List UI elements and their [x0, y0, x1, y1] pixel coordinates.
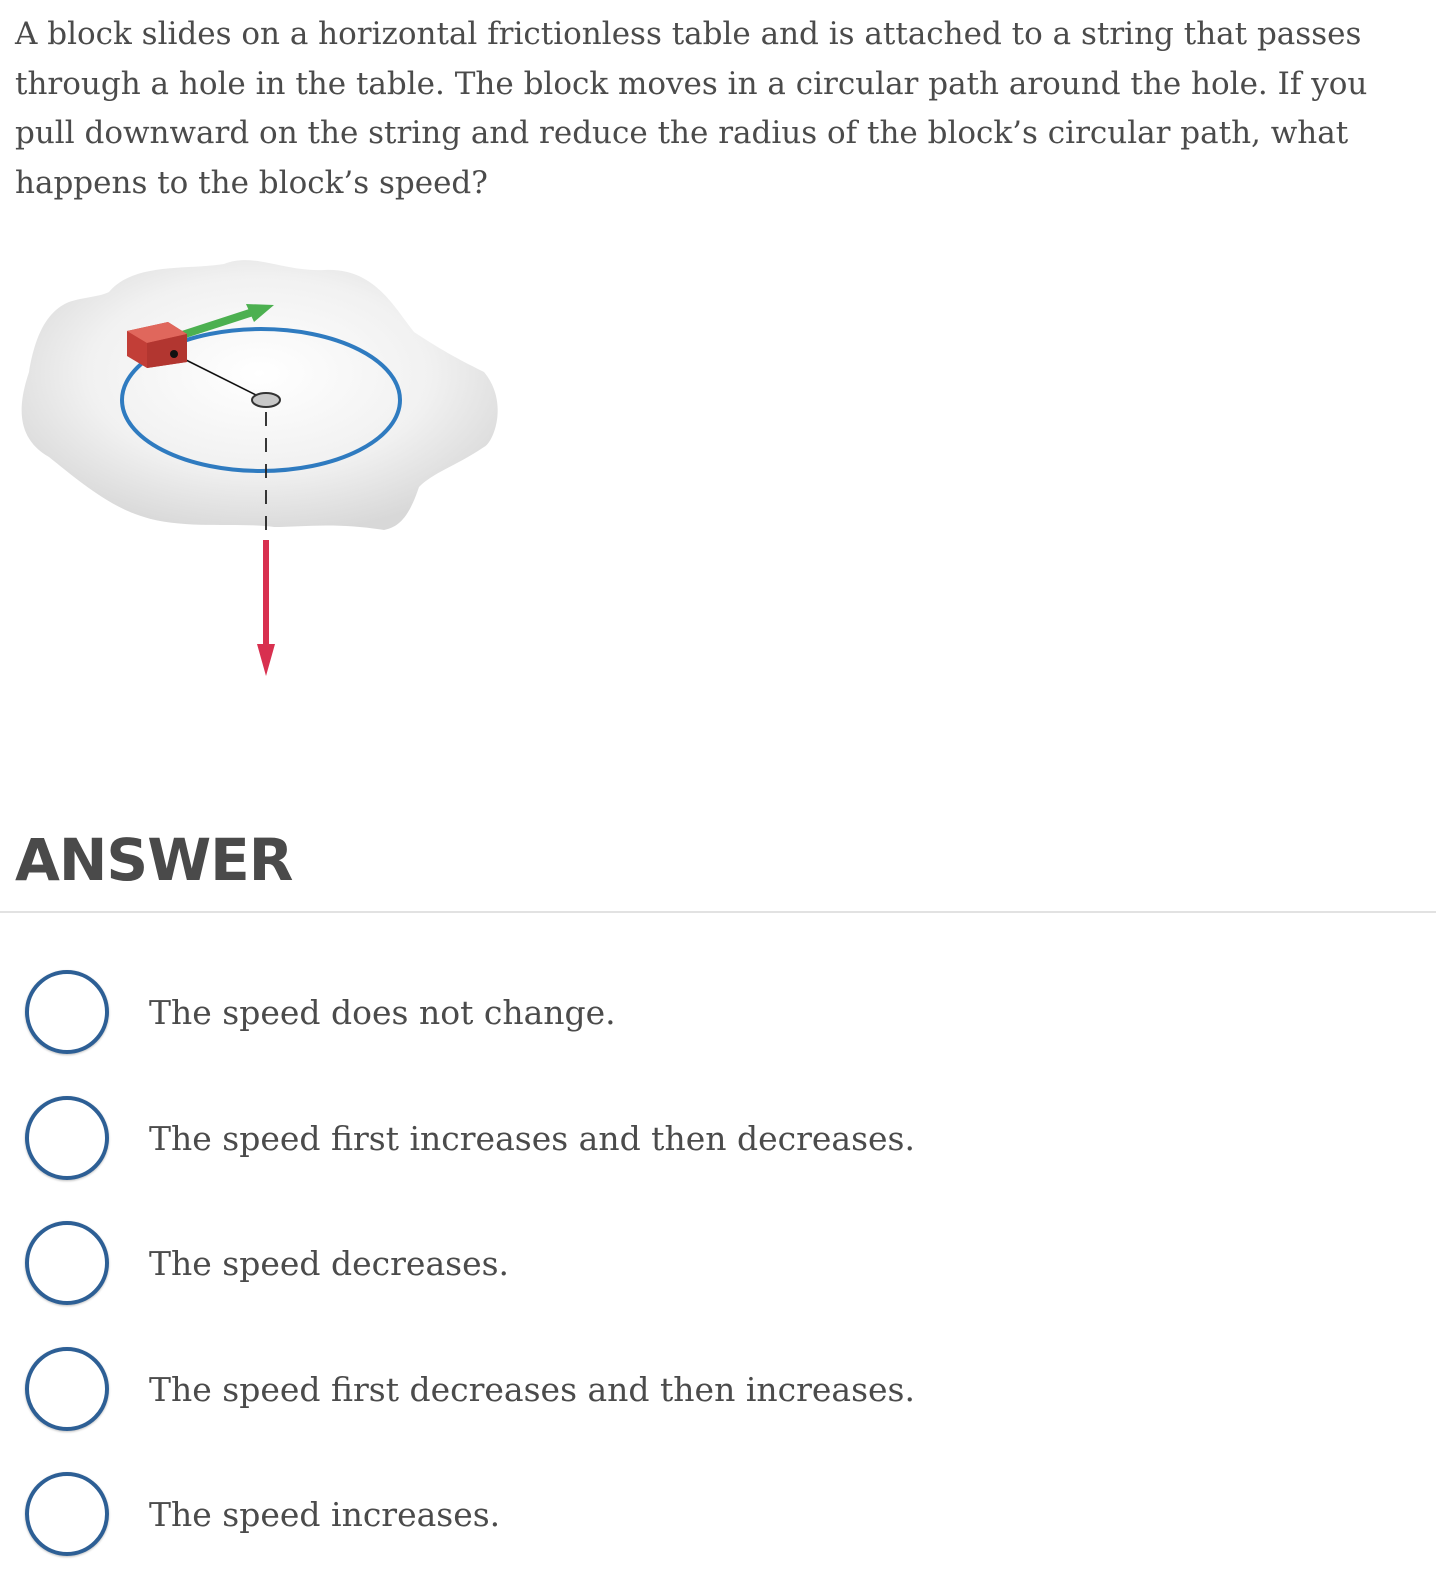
- divider: [0, 911, 1436, 913]
- answer-option[interactable]: [25, 1091, 1025, 1185]
- answer-option[interactable]: [25, 1342, 1025, 1436]
- radio-button[interactable]: [25, 970, 109, 1054]
- option-label: The speed does not change.: [149, 992, 616, 1032]
- option-label: The speed first decreases and then increases.: [149, 1369, 915, 1409]
- answer-option[interactable]: [25, 1467, 1025, 1561]
- answer-option[interactable]: [25, 1216, 1025, 1310]
- question-text: A block slides on a horizontal frictionless table and is attached to a string that passes through a hole in the table. The block moves in a circular path around the hole. If you pull downward on the string and reduce the radius of the block’s circular path, what happens to the block’s speed?: [15, 16, 1368, 201]
- hole: [252, 393, 280, 407]
- radio-button[interactable]: [25, 1347, 109, 1431]
- option-label: The speed increases.: [149, 1494, 501, 1534]
- option-label: The speed decreases.: [149, 1243, 510, 1283]
- radio-button[interactable]: [25, 1472, 109, 1556]
- answer-heading: ANSWER: [15, 826, 293, 894]
- answer-option[interactable]: [25, 965, 1025, 1059]
- radio-button[interactable]: [25, 1221, 109, 1305]
- option-label: The speed first increases and then decreases.: [149, 1118, 915, 1158]
- radio-button[interactable]: [25, 1096, 109, 1180]
- pull-arrow: [257, 540, 275, 676]
- figure-block-on-table: [14, 252, 498, 684]
